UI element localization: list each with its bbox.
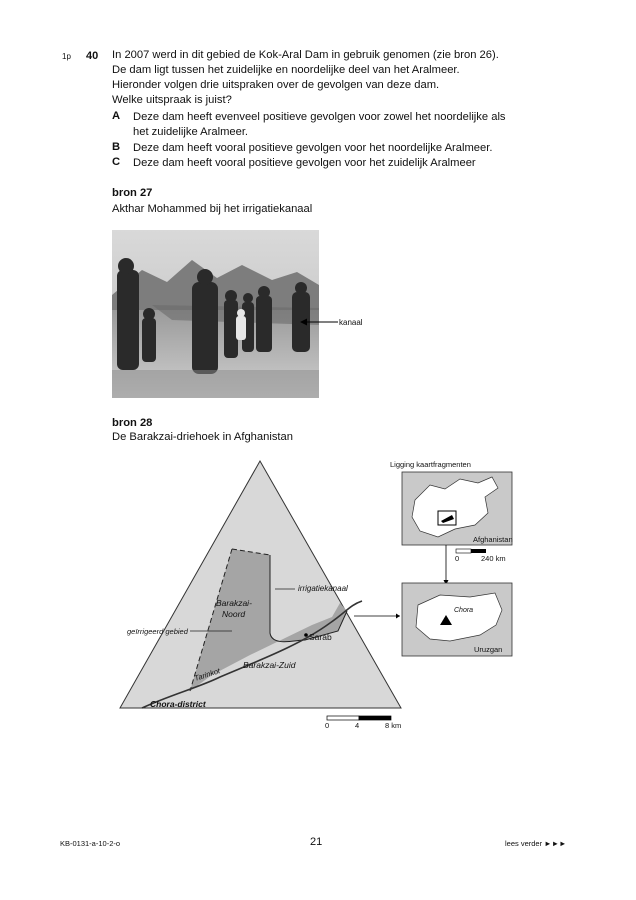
sarab-dot (304, 633, 308, 637)
footer-exam-code: KB-0131-a-10-2-o (60, 839, 121, 848)
option-c-text: Deze dam heeft vooral positieve gevolgen voor het zuidelijk Aralmeer (133, 157, 476, 169)
photo-image (112, 230, 319, 398)
footer-page-number: 21 (310, 836, 323, 848)
chora-district-label: Chora-district (150, 699, 206, 709)
option-c-letter: C (112, 156, 121, 168)
scale-label-4: 4 (355, 721, 360, 730)
inset-province-label: Uruzgan (474, 645, 503, 654)
question-points: 1p (62, 52, 71, 61)
option-b-letter: B (112, 141, 121, 153)
photo-irrigation-canal (112, 230, 319, 398)
question-line: De dam ligt tussen het zuidelijke en noordelijke deel van het Aralmeer. (112, 64, 460, 76)
source27-caption: Akthar Mohammed bij het irrigatiekanaal (112, 203, 313, 215)
inset-title: Ligging kaartfragmenten (390, 460, 471, 469)
question-line: Welke uitspraak is juist? (112, 94, 232, 106)
inset-scale-0: 0 (455, 554, 460, 563)
question-line: Hieronder volgen drie uitspraken over de gevolgen van deze dam. (112, 79, 440, 91)
river-label: Tarinkot (193, 666, 222, 683)
footer-next-page: lees verder ►►► (505, 839, 567, 848)
inset-chora-label: Chora (454, 607, 474, 614)
irrigation-canal-label: irrigatiekanaal (298, 584, 348, 593)
irrigated-area-label: geïrrigeerd gebied (127, 627, 188, 636)
barakzai-noord-label: Barakzai- (216, 598, 252, 608)
sarab-label: Sarab (309, 632, 332, 642)
inset-scale-240: 240 km (481, 554, 506, 563)
option-a-letter: A (112, 110, 121, 122)
option-b-text: Deze dam heeft vooral positieve gevolgen voor het noordelijke Aralmeer. (133, 142, 493, 154)
source28-title: bron 28 (112, 417, 153, 429)
scale-label-8: 8 km (385, 721, 402, 730)
source28-caption: De Barakzai-driehoek in Afghanistan (112, 431, 293, 443)
question-line: In 2007 werd in dit gebied de Kok-Aral Dam in gebruik genomen (zie bron 26). (112, 49, 499, 61)
canal-label: kanaal (339, 318, 363, 327)
barakzai-zuid-label: Barakzai-Zuid (243, 660, 296, 670)
source27-title: bron 27 (112, 187, 153, 199)
barakzai-noord-label-2: Noord (222, 609, 246, 619)
canal-pointer-arrow (300, 316, 340, 328)
option-a-text: het zuidelijke Aralmeer. (133, 126, 249, 138)
option-a-text: Deze dam heeft evenveel positieve gevolgen voor zowel het noordelijke als (133, 111, 506, 123)
inset-country-label: Afghanistan (473, 535, 513, 544)
scale-label-0: 0 (325, 721, 330, 730)
question-number: 40 (86, 50, 99, 62)
